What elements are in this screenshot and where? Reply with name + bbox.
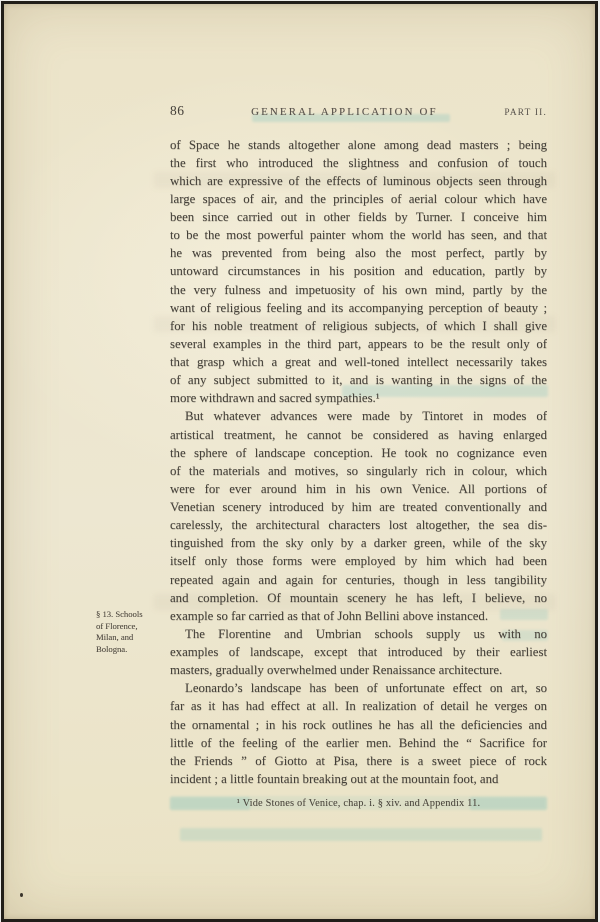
margin-note-line: Milan, and [96,632,134,643]
text-line: large spaces of air, and the principles of aerial colour which have [170,191,547,206]
margin-note-line: of Florence, [96,620,138,631]
text-line: little of the feeling of the earlier men. Behind the “ Sacrifice for [170,735,547,750]
body-text [170,136,547,789]
text-line: tinguished from the sky only by a darker green, while of the sky [170,536,547,551]
text-line: want of religious feeling and its accompanying perception of beauty ; [170,300,547,315]
text-line: Leonardo’s landscape has been of unfortunate effect on art, so [185,681,547,696]
text-line: the Friends ” of Giotto at Pisa, there is a sweet piece of rock [170,753,547,768]
text-line: to be the most powerful painter whom the world has seen, and that [170,228,547,243]
text-line: The Florentine and Umbrian schools supply us with no [185,626,547,641]
text-line: untoward circumstances in his position and education, partly by [170,264,547,279]
text-line: more withdrawn and sacred sympathies.¹ [170,391,380,406]
text-line: the very fulness and impetuosity of his own mind, partly by the [170,282,547,297]
text-line: several examples in the third part, appears to be the result only of [170,336,547,351]
part-label: PART II. [504,108,547,118]
text-line: incident ; a little fountain breaking out at the mountain foot, and [170,771,499,786]
text-line: carelessly, the architectural characters lost altogether, the sea dis- [170,518,547,533]
footnote: ¹ Vide Stones of Venice, chap. i. § xiv. and Appendix 11. [236,798,481,809]
paragraph-tintoret-landscape [170,407,547,625]
text-line: Venetian scenery introduced by him are treated conventionally and [170,500,547,514]
text-line: been since carried out in other fields by Turner. I conceive him [170,210,547,224]
text-line: of the materials and motives, so singularly rich in colour, which [170,463,547,478]
running-header-title: GENERAL APPLICATION OF [251,106,438,118]
margin-note-section-13 [96,609,170,655]
text-line: and completion. Of mountain scenery he has left, I believe, no [170,590,547,605]
text-line: the ornamental ; in his rock outlines he has all the deficiencies and [170,717,547,732]
margin-note-line: § 13. Schools [96,609,143,619]
text-line: he was prevented from being also the most perfect, partly by [170,246,547,261]
margin-note-line: Bologna. [96,643,128,654]
text-line: itself only those forms were employed by him which had been [170,554,547,569]
page-number: 86 [170,103,185,118]
text-line: the sphere of landscape conception. He took no cognizance even [170,445,547,460]
text-line: that grasp which a great and well-toned intellect necessarily takes [170,355,547,369]
text-line: were for ever around him in his own Venice. All portions of [170,481,547,496]
scan-artifact-bottom-bar [180,828,542,841]
book-page [1,1,598,922]
text-line: artistical treatment, he cannot be considered as having enlarged [170,427,547,442]
text-line: examples of landscape, except that introduced by their earliest [170,645,547,659]
paragraph-leonardo [170,679,547,788]
text-line: far as it has had effect at all. In realization of detail he verges on [170,699,547,714]
text-line: repeated again and again for centuries, though in less tangibility [170,572,547,587]
running-head [170,103,547,119]
paragraph-tintoret-space [170,136,547,408]
text-line: the first who introduced the slightness and confusion of touch [170,155,547,170]
text-line: masters, gradually overwhelmed under Renaissance architecture. [170,663,503,678]
text-line: which are expressive of the effects of luminous objects seen through [170,173,547,188]
text-line: But whatever advances were made by Tintoret in modes of [185,409,547,424]
text-line: example so far carried as that of John Bellini above instanced. [170,608,489,623]
text-line: of any subject submitted to it, and is wanting in the signs of the [170,373,547,388]
ink-speck [20,893,23,897]
text-line: for his noble treatment of religious subjects, of which I shall give [170,318,547,333]
text-line: of Space he stands altogether alone among dead masters ; being [170,137,547,152]
paragraph-florentine-schools [170,625,547,679]
